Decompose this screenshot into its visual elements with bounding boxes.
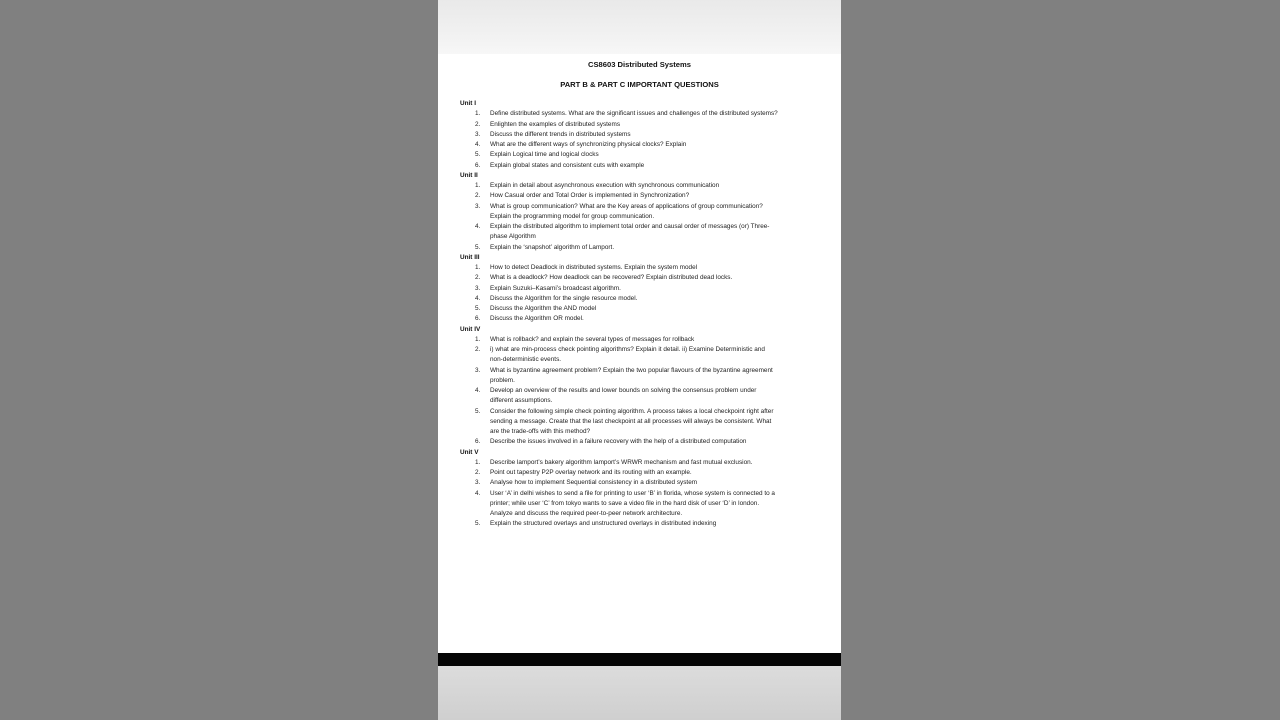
question-list <box>460 458 838 530</box>
question-item <box>460 294 838 304</box>
question-item <box>460 181 838 191</box>
question-number: 2. <box>475 469 481 476</box>
question-text: Explain Suzuki–Kasami’s broadcast algorithm. <box>490 284 621 292</box>
question-number: 6. <box>475 438 481 446</box>
document-viewer <box>438 0 841 720</box>
question-number: 5. <box>475 407 481 415</box>
question-item <box>460 150 838 160</box>
question-text: Explain the ‘snapshot’ algorithm of Lamport. <box>490 243 615 251</box>
document-page <box>438 54 841 652</box>
question-item <box>460 314 838 324</box>
question-item <box>460 140 838 150</box>
question-number: 3. <box>475 366 481 374</box>
unit-section <box>460 171 838 253</box>
question-number: 6. <box>475 161 481 169</box>
question-number: 4. <box>475 294 481 302</box>
question-text: What is group communication? What are the Key areas of applications of group communication? Explain the programming model for group communication. <box>490 202 763 220</box>
question-text: Describe the issues involved in a failure recovery with the help of a distributed computation <box>490 438 747 446</box>
question-text: How to detect Deadlock in distributed systems. Explain the system model <box>490 264 698 271</box>
question-item <box>460 304 838 314</box>
unit-section <box>460 253 838 325</box>
question-list <box>460 335 838 448</box>
question-item <box>460 222 838 243</box>
top-shadow-band <box>438 0 841 54</box>
unit-section <box>460 325 838 448</box>
document-title: CS8603 Distributed Systems <box>588 60 691 69</box>
document-subtitle: PART B & PART C IMPORTANT QUESTIONS <box>560 80 719 89</box>
question-number: 4. <box>475 387 481 394</box>
question-number: 3. <box>475 130 481 138</box>
question-text: Consider the following simple check pointing algorithm. A process takes a local checkpoint right after sending a message. Create that the last checkpoint at all processes will always be consistent. What are the trade-offs with this method? <box>490 407 774 435</box>
question-item <box>460 345 838 366</box>
question-units <box>460 99 838 530</box>
question-number: 3. <box>475 479 481 487</box>
question-item <box>460 202 838 223</box>
unit-heading: Unit II <box>460 171 478 179</box>
question-item <box>460 489 838 520</box>
question-number: 2. <box>475 120 481 128</box>
question-text: Describe lamport’s bakery algorithm lamport’s WRWR mechanism and fast mutual exclusion. <box>490 458 753 466</box>
question-number: 2. <box>475 192 481 200</box>
question-number: 1. <box>475 182 481 189</box>
question-number: 1. <box>475 264 481 271</box>
question-number: 4. <box>475 489 481 497</box>
question-text: Explain the distributed algorithm to implement total order and causal order of messages (or) Three- phase Algorithm <box>490 223 770 241</box>
unit-section <box>460 99 838 171</box>
question-text: Explain Logical time and logical clocks <box>490 151 599 159</box>
question-number: 4. <box>475 223 481 230</box>
question-number: 2. <box>475 274 481 282</box>
question-item <box>460 243 838 253</box>
question-item <box>460 519 838 529</box>
question-number: 5. <box>475 520 481 528</box>
question-item <box>460 386 838 407</box>
question-list <box>460 181 838 253</box>
question-item <box>460 458 838 468</box>
unit-heading: Unit III <box>460 253 480 261</box>
question-item <box>460 161 838 171</box>
question-number: 5. <box>475 151 481 159</box>
question-text: Develop an overview of the results and lower bounds on solving the consensus problem under different assumptions. <box>490 387 757 405</box>
question-list <box>460 263 838 325</box>
question-text: Discuss the Algorithm for the single resource model. <box>490 294 638 302</box>
unit-heading: Unit I <box>460 100 476 107</box>
bottom-shadow-band <box>438 666 841 720</box>
question-number: 1. <box>475 110 481 118</box>
question-number: 2. <box>475 346 481 353</box>
question-number: 4. <box>475 141 481 148</box>
question-text: Discuss the Algorithm OR model. <box>490 315 584 323</box>
question-text: Define distributed systems. What are the significant issues and challenges of the distributed systems? <box>490 110 778 118</box>
question-item <box>460 273 838 283</box>
question-number: 5. <box>475 305 481 312</box>
question-text: User ‘A’ in delhi wishes to send a file for printing to user ‘B’ in florida, whose system is connected to a printer; while user ‘C’ from tokyo wants to save a video file in the hard disk of user ‘D’ in london. Analyze and discuss the required peer-to-peer network architecture. <box>490 489 775 517</box>
question-text: What is rollback? and explain the several types of messages for rollback <box>490 335 695 343</box>
question-item <box>460 109 838 119</box>
question-item <box>460 130 838 140</box>
question-number: 1. <box>475 458 481 466</box>
question-text: Explain in detail about asynchronous execution with synchronous communication <box>490 182 720 189</box>
question-text: What are the different ways of synchronizing physical clocks? Explain <box>490 141 687 148</box>
unit-section <box>460 448 838 530</box>
question-text: i) what are min-process check pointing algorithms? Explain it detail. ii) Examine Deterministic and non-deterministic events. <box>490 346 765 364</box>
question-item <box>460 120 838 130</box>
question-item <box>460 191 838 201</box>
black-bar <box>438 653 841 666</box>
question-item <box>460 468 838 478</box>
question-text: How Casual order and Total Order is implemented in Synchronization? <box>490 192 690 200</box>
question-text: What is byzantine agreement problem? Explain the two popular flavours of the byzantine agreement problem. <box>490 366 773 384</box>
question-text: Explain the structured overlays and unstructured overlays in distributed indexing <box>490 520 717 528</box>
question-item <box>460 263 838 273</box>
question-item <box>460 407 838 438</box>
unit-heading: Unit V <box>460 448 479 456</box>
question-item <box>460 335 838 345</box>
question-item <box>460 284 838 294</box>
question-text: Enlighten the examples of distributed systems <box>490 120 621 128</box>
question-number: 1. <box>475 335 481 343</box>
unit-heading: Unit IV <box>460 325 481 333</box>
question-number: 3. <box>475 202 481 210</box>
question-text: Discuss the Algorithm the AND model <box>490 305 597 312</box>
question-text: Explain global states and consistent cuts with example <box>490 161 645 169</box>
question-text: Point out tapestry P2P overlay network and its routing with an example. <box>490 469 692 476</box>
question-number: 6. <box>475 315 481 323</box>
question-item <box>460 437 838 447</box>
question-item <box>460 366 838 387</box>
question-number: 5. <box>475 243 481 251</box>
question-list <box>460 109 838 171</box>
question-text: Analyse how to implement Sequential consistency in a distributed system <box>490 479 698 487</box>
question-text: What is a deadlock? How deadlock can be recovered? Explain distributed dead locks. <box>490 274 733 282</box>
question-text: Discuss the different trends in distributed systems <box>490 130 631 138</box>
question-item <box>460 478 838 488</box>
question-number: 3. <box>475 284 481 292</box>
